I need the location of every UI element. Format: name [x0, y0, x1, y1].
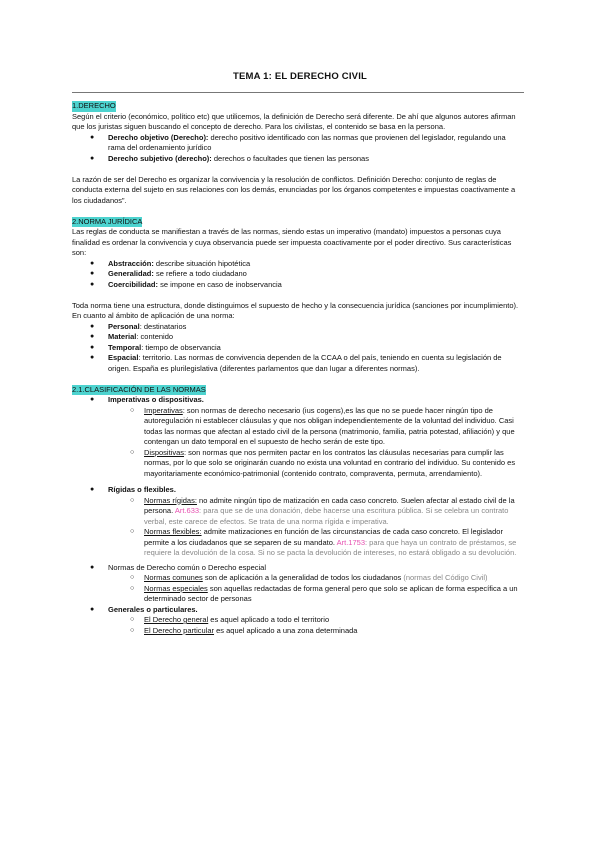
definition: son aquellas redactadas de forma general pero que solo se aplican de forma específica a un determinado sector de personas	[144, 583, 518, 603]
term: Normas especiales	[144, 583, 208, 593]
article-reference: Art.1753	[336, 537, 365, 547]
list-item	[72, 448, 524, 480]
definition: es aquel aplicado a todo el territorio	[208, 615, 330, 624]
bullet-icon: ●	[90, 486, 95, 493]
circle-bullet-icon: ○	[130, 626, 135, 634]
definition: es aquel aplicado a una zona determinada	[214, 625, 358, 635]
section-heading-derecho: 1.DERECHO	[72, 101, 116, 110]
term: Imperativas	[144, 405, 183, 415]
term: Coercibilidad:	[108, 279, 159, 289]
paragraph: Las reglas de conducta se manifiestan a través de las normas, siendo estas un imperativo (mandato) impuestos a personas cuya finalidad es ordenar la convivencia y cuya observancia puede ser impuesta coactivamente por el poder directivo. Sus características son:	[72, 227, 512, 257]
bullet-icon: ●	[90, 154, 95, 162]
list-item	[72, 259, 524, 270]
term: Derecho objetivo (Derecho):	[108, 132, 209, 142]
paragraph: Toda norma tiene una estructura, donde distinguimos el supuesto de hecho y la consecuencia jurídica (sanciones por incumplimiento). En cuanto al ámbito de aplicación de una norma:	[72, 300, 519, 320]
list-item	[72, 269, 524, 280]
bullet-icon: ●	[90, 563, 95, 571]
bullet-list	[72, 322, 524, 375]
list-item	[72, 406, 524, 448]
section-heading-norma-juridica: 2.NORMA JURÍDICA	[72, 216, 143, 226]
circle-bullet-icon: ○	[130, 406, 135, 414]
group-title: Imperativas o dispositivas.	[108, 395, 204, 404]
list-item	[72, 496, 524, 528]
definition: : tiempo de observancia	[141, 342, 221, 352]
term: Dispositivas	[144, 447, 185, 457]
list-item	[72, 573, 524, 584]
term: El Derecho particular	[144, 625, 215, 635]
group-title: Normas de Derecho común o Derecho especial	[108, 562, 266, 572]
definition: se impone en caso de inobservancia	[158, 279, 282, 289]
term: Temporal	[108, 342, 142, 352]
list-item	[72, 133, 524, 154]
paragraph: Según el criterio (económico, político etc) que utilicemos, la definición de Derecho será diferente. De ahí que algunos autores afirman que los juristas siguen buscando el concepto de derecho. Para los civilistas, el contenido se basa en la persona.	[72, 111, 516, 131]
term: Normas rígidas:	[144, 495, 197, 505]
paragraph: La razón de ser del Derecho es organizar la convivencia y la resolución de conflictos. Definición Derecho: conjunto de reglas de conducta externa del sujeto en sus relaciones con los demás, enunciadas por los órganos competentes e impuestas coactivamente a los ciudadanos”.	[72, 174, 516, 205]
list-item	[72, 626, 524, 637]
list-item	[72, 584, 524, 605]
list-item	[72, 485, 524, 496]
term: Personal	[108, 321, 140, 331]
bullet-list	[72, 485, 524, 559]
list-item	[72, 605, 524, 616]
term: Material	[108, 332, 137, 341]
circle-bullet-icon: ○	[130, 584, 135, 592]
definition: se refiere a todo ciudadano	[153, 269, 247, 278]
section-heading-clasificacion: 2.1.CLASIFICACIÓN DE LAS NORMAS	[72, 384, 206, 394]
bullet-icon: ●	[90, 322, 95, 330]
group-title: Rígidas o flexibles.	[108, 485, 176, 494]
group-title: Generales o particulares.	[108, 604, 198, 614]
list-item	[72, 353, 524, 374]
bullet-icon: ●	[90, 396, 95, 403]
term: Derecho subjetivo (derecho):	[108, 153, 212, 163]
bullet-list	[72, 259, 524, 291]
definition: derecho positivo identificado con las normas que provienen del legislador, regulando una rama del ordenamiento jurídico	[108, 132, 506, 152]
bullet-list	[72, 133, 524, 165]
list-item	[72, 527, 524, 559]
definition: derechos o facultades que tienen las personas	[211, 153, 369, 163]
circle-bullet-icon: ○	[130, 528, 135, 535]
list-item	[72, 615, 524, 626]
title-divider	[72, 92, 524, 93]
term: El Derecho general	[144, 615, 209, 624]
definition: son de aplicación a la generalidad de todos los ciudadanos	[202, 573, 404, 582]
circle-bullet-icon: ○	[130, 616, 135, 623]
definition: : son normas que nos permiten pactar en los contratos las cláusulas necesarias para cumplir las normas, por lo que solo se originarán cuando no exista una voluntad en contrario del individuo. Su contenido es mayoritariamente económico-patrimonial (contenido contrato, compraventa, permuta, arrendamiento).	[144, 447, 516, 478]
bullet-icon: ●	[90, 259, 95, 267]
term: Generalidad:	[108, 269, 154, 278]
definition: : contenido	[136, 332, 174, 341]
bullet-list	[72, 395, 524, 479]
bullet-icon: ●	[90, 343, 95, 351]
bullet-icon: ●	[90, 605, 95, 613]
bullet-icon: ●	[90, 354, 95, 361]
definition: : destinatarios	[139, 321, 187, 331]
list-item	[72, 154, 524, 165]
term: Abstracción:	[108, 258, 154, 268]
example-note: : para que se de una donación, debe hacerse una escritura pública. Si se celebra un contrato verbal, este carece de efectos. Se trata de una norma rígida e imperativa.	[144, 506, 509, 526]
definition: : territorio. Las normas de convivencia dependen de la CCAA o del país, teniendo en cuenta su legislación de origen. España es plurilegislativa (diferentes parlamentos que dan lugar a diferentes normas).	[108, 353, 502, 373]
bullet-icon: ●	[90, 333, 95, 340]
document-body	[72, 101, 524, 636]
definition: no admite ningún tipo de matización en cada caso concreto. Suelen afectar al estado civil de la persona.	[144, 495, 515, 515]
circle-bullet-icon: ○	[130, 574, 135, 581]
list-item	[72, 322, 524, 333]
article-reference: Art.633	[174, 506, 200, 515]
list-item	[72, 343, 524, 354]
list-item	[72, 332, 524, 343]
definition: admite matizaciones en función de las circunstancias de cada caso concreto. El legislador permite a los ciudadanos que se separen de su mandato.	[144, 527, 503, 547]
bullet-icon: ●	[90, 280, 95, 288]
bullet-list	[72, 563, 524, 637]
list-item	[72, 395, 524, 406]
bullet-icon: ●	[90, 133, 95, 141]
term: Normas flexibles:	[144, 527, 202, 536]
example-note: : para que haya un contrato de préstamos, se requiere la devolución de la cosa. Si no se pacta la devolución de intereses, no estará obligado a su devolución.	[144, 537, 517, 557]
example-note: (normas del Código Civil)	[403, 573, 488, 582]
list-item	[72, 280, 524, 291]
definition: : son normas de derecho necesario (ius cogens),es las que no se puede hacer ningún tipo de autoregulación ni establecer cláusulas y que nos obligan independientemente de la voluntad del individuo. Casi todas las normas que afectan al estado civil de la persona (matrimonio, familia, patria potestad, afiliación) y que contengan un dato temporal en el supuesto de hecho serán de este tipo.	[144, 405, 515, 446]
circle-bullet-icon: ○	[130, 448, 135, 456]
definition: describe situación hipotética	[153, 258, 251, 268]
term: Espacial	[108, 353, 139, 362]
circle-bullet-icon: ○	[130, 496, 135, 504]
list-item	[72, 563, 524, 574]
bullet-icon: ●	[90, 270, 95, 277]
document-title: TEMA 1: EL DERECHO CIVIL	[232, 71, 368, 82]
term: Normas comunes	[144, 573, 203, 582]
